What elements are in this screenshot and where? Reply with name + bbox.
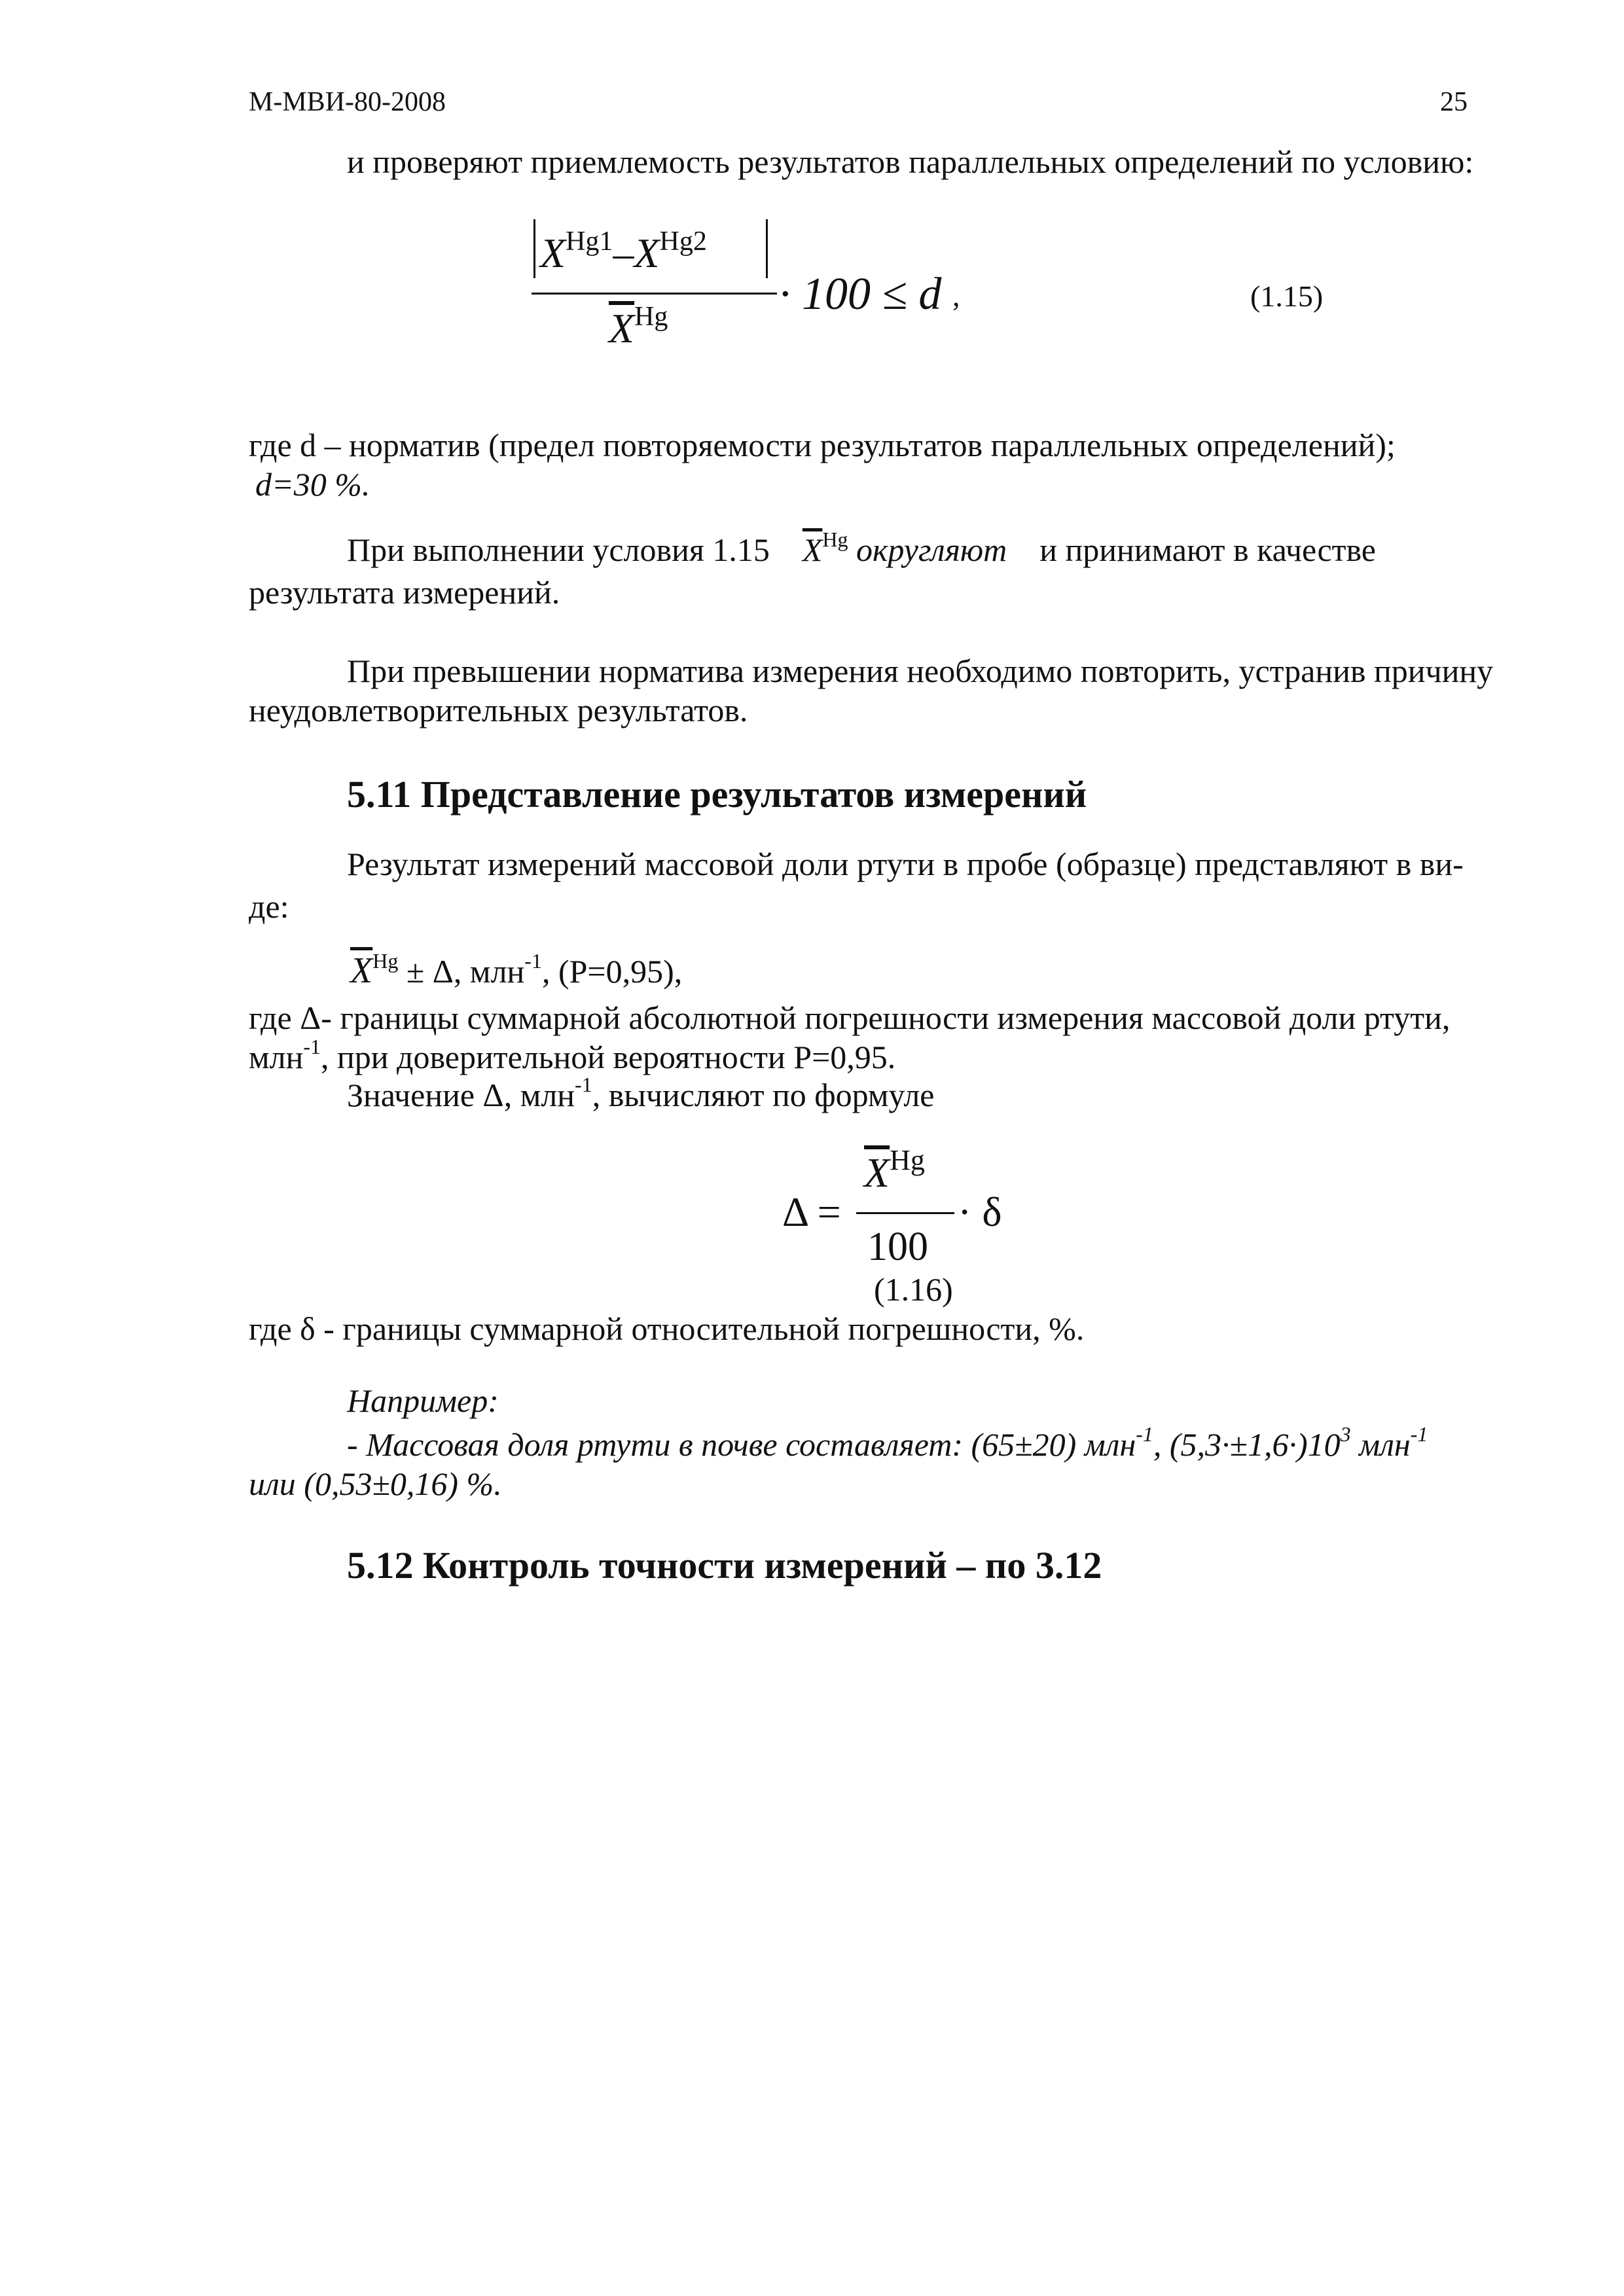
result-line2: де: bbox=[249, 888, 289, 925]
formula-1-16-lhs: Δ = bbox=[782, 1189, 841, 1235]
expr-rest: ± Δ, млн bbox=[406, 953, 525, 990]
value-line bbox=[347, 1073, 935, 1113]
numerator-sub1: 1 bbox=[599, 226, 613, 257]
example-line1-b: , (5,3·±1,6·)10 bbox=[1153, 1426, 1341, 1463]
where-d-line1: где d – норматив (предел повторяемости результатов параллельных определений); bbox=[249, 427, 1396, 463]
numerator-x1: X bbox=[540, 230, 566, 276]
exceed-paragraph-line1: При превышении норматива измерения необходимо повторить, устранив причину bbox=[347, 653, 1494, 689]
delta-line2-a: млн bbox=[249, 1039, 304, 1075]
formula-1-16-numerator bbox=[864, 1144, 925, 1197]
value-line-sup: -1 bbox=[575, 1073, 592, 1096]
expr-sup2: -1 bbox=[524, 949, 542, 973]
condition-paragraph-line2: результата измерений. bbox=[249, 574, 560, 611]
formula-comma: , bbox=[952, 279, 960, 312]
denominator-x: $\overline{X}$ bbox=[609, 305, 635, 351]
example-line1-c: млн bbox=[1350, 1426, 1411, 1463]
delta-line2-sup: -1 bbox=[303, 1035, 321, 1058]
formula-right-side: · 100 ≤ d bbox=[779, 269, 942, 319]
value-line-a: Значение Δ, млн bbox=[347, 1077, 575, 1113]
numerator-sup2: Hg bbox=[659, 226, 693, 257]
example-line1-a: - Массовая доля ртути в почве составляет: (65±20) млн bbox=[347, 1426, 1136, 1463]
abs-bar-left bbox=[533, 219, 535, 278]
numerator-sup1: Hg bbox=[566, 226, 600, 257]
formula-1-16-fraction-line bbox=[856, 1212, 954, 1214]
section-5-12-title: 5.12 Контроль точности измерений – по 3.12 bbox=[347, 1544, 1102, 1587]
condition-text-3: и принимают в качестве bbox=[1039, 531, 1376, 568]
document-code: М-МВИ-80-2008 bbox=[249, 87, 446, 117]
intro-line: и проверяют приемлемость результатов параллельных определений по условию: bbox=[347, 143, 1474, 180]
formula-numerator bbox=[540, 226, 707, 278]
formula-number-1-15: (1.15) bbox=[1250, 279, 1324, 313]
formula-denominator bbox=[609, 304, 668, 353]
example-line2: или (0,53±0,16) %. bbox=[249, 1465, 502, 1502]
example-label: Например: bbox=[347, 1382, 499, 1419]
numerator-minus: – bbox=[613, 230, 634, 276]
condition-text-1: При выполнении условия 1.15 bbox=[347, 531, 770, 568]
expr-tail: , (P=0,95), bbox=[541, 953, 683, 990]
section-5-11-title: 5.11 Представление результатов измерений bbox=[347, 773, 1087, 816]
formula-1-16-denominator: 100 bbox=[867, 1225, 928, 1269]
example-line1-sup2: 3 bbox=[1340, 1422, 1351, 1446]
delta-line2 bbox=[249, 1035, 896, 1075]
value-line-b: , вычисляют по формуле bbox=[592, 1077, 935, 1113]
condition-x: $\overline{X}$ bbox=[802, 531, 823, 568]
result-expression bbox=[350, 949, 683, 991]
abs-bar-right bbox=[766, 219, 768, 278]
denominator-sup: Hg bbox=[634, 302, 668, 332]
example-line1-sup3: -1 bbox=[1410, 1422, 1428, 1446]
delta-line2-b: , при доверительной вероятности P=0,95. bbox=[321, 1039, 896, 1075]
condition-italic: округляют bbox=[856, 531, 1007, 568]
condition-paragraph-line1 bbox=[347, 528, 1466, 568]
example-line1-sup1: -1 bbox=[1136, 1422, 1153, 1446]
formula-number-1-16: (1.16) bbox=[874, 1271, 953, 1308]
formula-1-16-rhs: · δ bbox=[958, 1189, 1002, 1235]
formula-1-16-num-sup: Hg bbox=[890, 1144, 925, 1176]
numerator-x2: X bbox=[634, 230, 660, 276]
where-delta-line: где δ - границы суммарной относительной погрешности, %. bbox=[249, 1310, 1085, 1347]
result-line1: Результат измерений массовой доли ртути в пробе (образце) представляют в ви- bbox=[347, 846, 1464, 882]
condition-sup: Hg bbox=[822, 528, 848, 551]
where-d-line2: d=30 %. bbox=[255, 466, 370, 503]
exceed-paragraph-line2: неудовлетворительных результатов. bbox=[249, 692, 748, 728]
delta-line1: где Δ- границы суммарной абсолютной погрешности измерения массовой доли ртути, bbox=[249, 999, 1451, 1036]
formula-1-16-num-x: $\overline{X}$ bbox=[864, 1149, 890, 1196]
numerator-sub2: 2 bbox=[693, 226, 707, 257]
fraction-line bbox=[532, 293, 777, 295]
example-line1 bbox=[347, 1422, 1428, 1463]
expr-sup: Hg bbox=[372, 949, 399, 973]
page-number: 25 bbox=[1440, 87, 1468, 117]
expr-x: $\overline{X}$ bbox=[350, 950, 373, 991]
